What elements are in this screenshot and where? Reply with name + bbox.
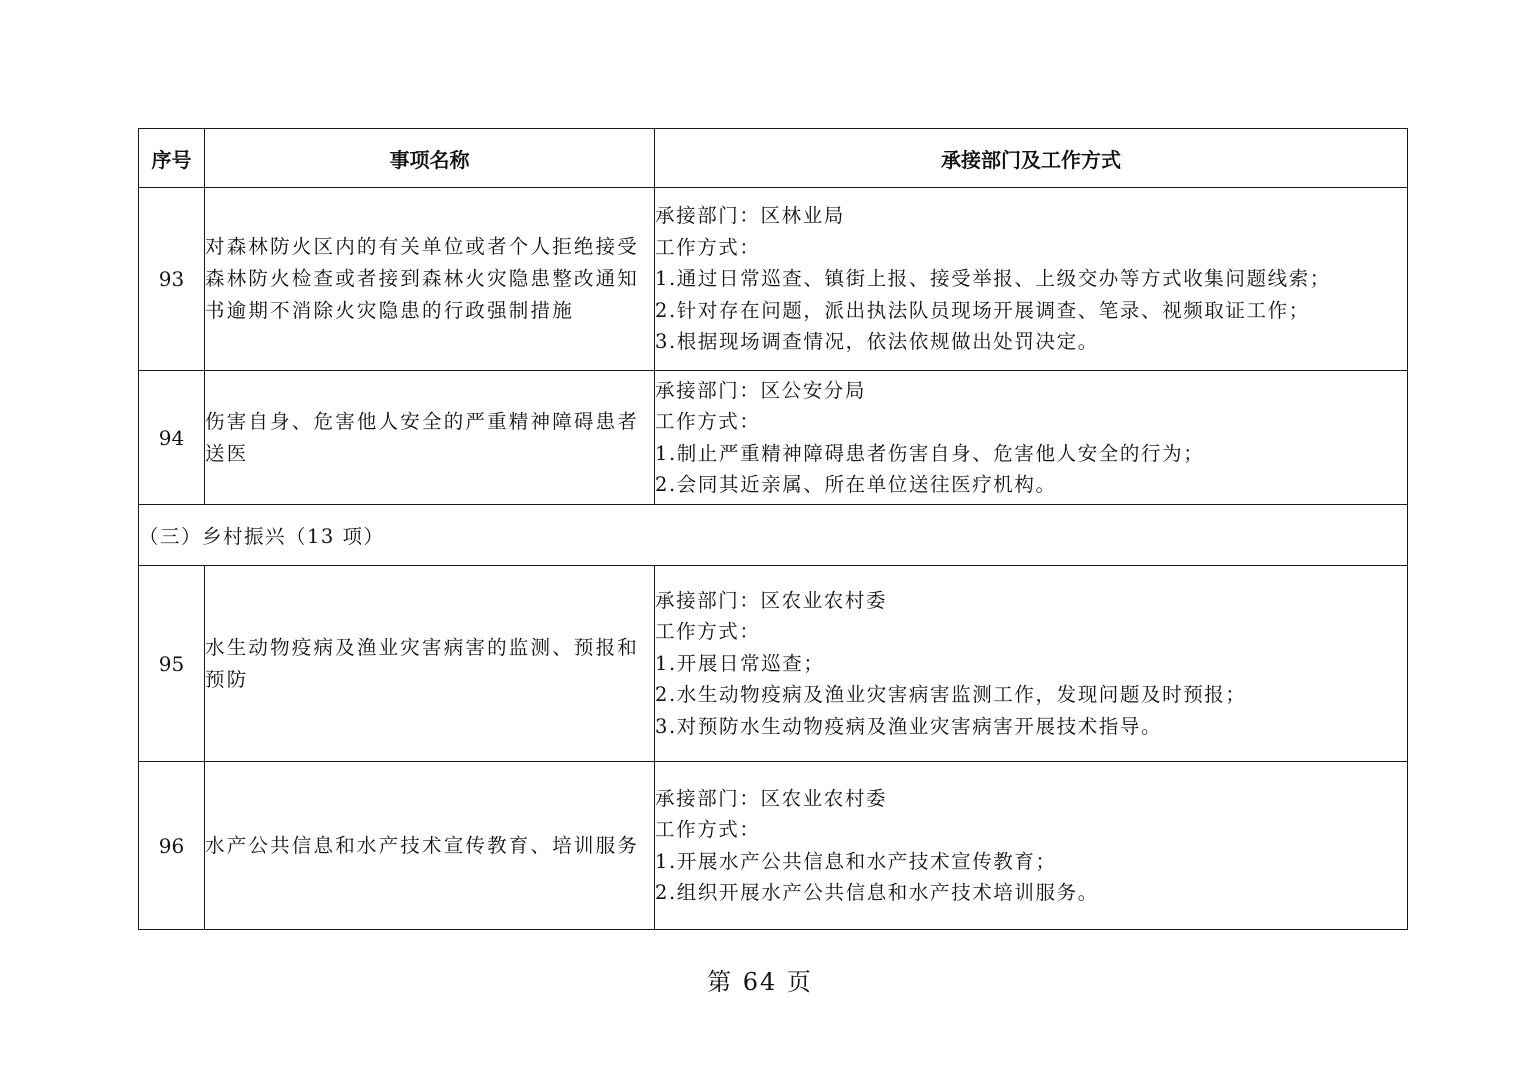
section-row <box>139 505 1408 566</box>
dept-method <box>655 762 1408 930</box>
method-step: 1.开展水产公共信息和水产技术宣传教育； <box>655 849 1057 873</box>
section-heading: （三）乡村振兴（13 项） <box>139 505 1408 566</box>
dept-line: 承接部门：区农业农村委 <box>655 786 888 810</box>
item-name: 水产公共信息和水产技术宣传教育、培训服务 <box>205 762 655 930</box>
row-number: 96 <box>139 762 205 930</box>
item-name: 水生动物疫病及渔业灾害病害的监测、预报和预防 <box>205 566 655 762</box>
dept-line: 承接部门：区农业农村委 <box>655 588 888 612</box>
row-number: 95 <box>139 566 205 762</box>
items-table <box>138 128 1408 930</box>
header-item-name: 事项名称 <box>205 129 655 188</box>
method-label: 工作方式： <box>655 620 761 644</box>
header-no: 序号 <box>139 129 205 188</box>
method-step: 1.通过日常巡查、镇街上报、接受举报、上级交办等方式收集问题线索； <box>655 267 1331 291</box>
row-number: 93 <box>139 188 205 371</box>
method-step: 2.针对存在问题，派出执法队员现场开展调查、笔录、视频取证工作； <box>655 298 1310 322</box>
method-label: 工作方式： <box>655 235 761 259</box>
row-number: 94 <box>139 371 205 505</box>
item-name: 对森林防火区内的有关单位或者个人拒绝接受森林防火检查或者接到森林火灾隐患整改通知书逾期不消除火灾隐患的行政强制措施 <box>205 188 655 371</box>
dept-method <box>655 188 1408 371</box>
table-row <box>139 188 1408 371</box>
table-row <box>139 566 1408 762</box>
method-label: 工作方式： <box>655 818 761 841</box>
dept-method <box>655 566 1408 762</box>
table-row <box>139 371 1408 505</box>
page-number: 第 64 页 <box>707 968 813 996</box>
method-step: 3.根据现场调查情况，依法依规做出处罚决定。 <box>655 330 1099 354</box>
method-step: 1.开展日常巡查； <box>655 651 825 675</box>
item-name: 伤害自身、危害他人安全的严重精神障碍患者送医 <box>205 371 655 505</box>
dept-method <box>655 371 1408 505</box>
method-step: 1.制止严重精神障碍患者伤害自身、危害他人安全的行为； <box>655 441 1205 465</box>
header-dept-method: 承接部门及工作方式 <box>655 129 1408 188</box>
method-label: 工作方式： <box>655 410 761 433</box>
method-step: 3.对预防水生动物疫病及渔业灾害病害开展技术指导。 <box>655 714 1163 738</box>
method-step: 2.会同其近亲属、所在单位送往医疗机构。 <box>655 473 1057 496</box>
table-row <box>139 762 1408 930</box>
method-step: 2.水生动物疫病及渔业灾害病害监测工作，发现问题及时预报； <box>655 683 1247 707</box>
method-step: 2.组织开展水产公共信息和水产技术培训服务。 <box>655 881 1099 904</box>
table-header-row <box>139 129 1408 188</box>
dept-line: 承接部门：区公安分局 <box>655 378 867 402</box>
dept-line: 承接部门：区林业局 <box>655 204 845 228</box>
